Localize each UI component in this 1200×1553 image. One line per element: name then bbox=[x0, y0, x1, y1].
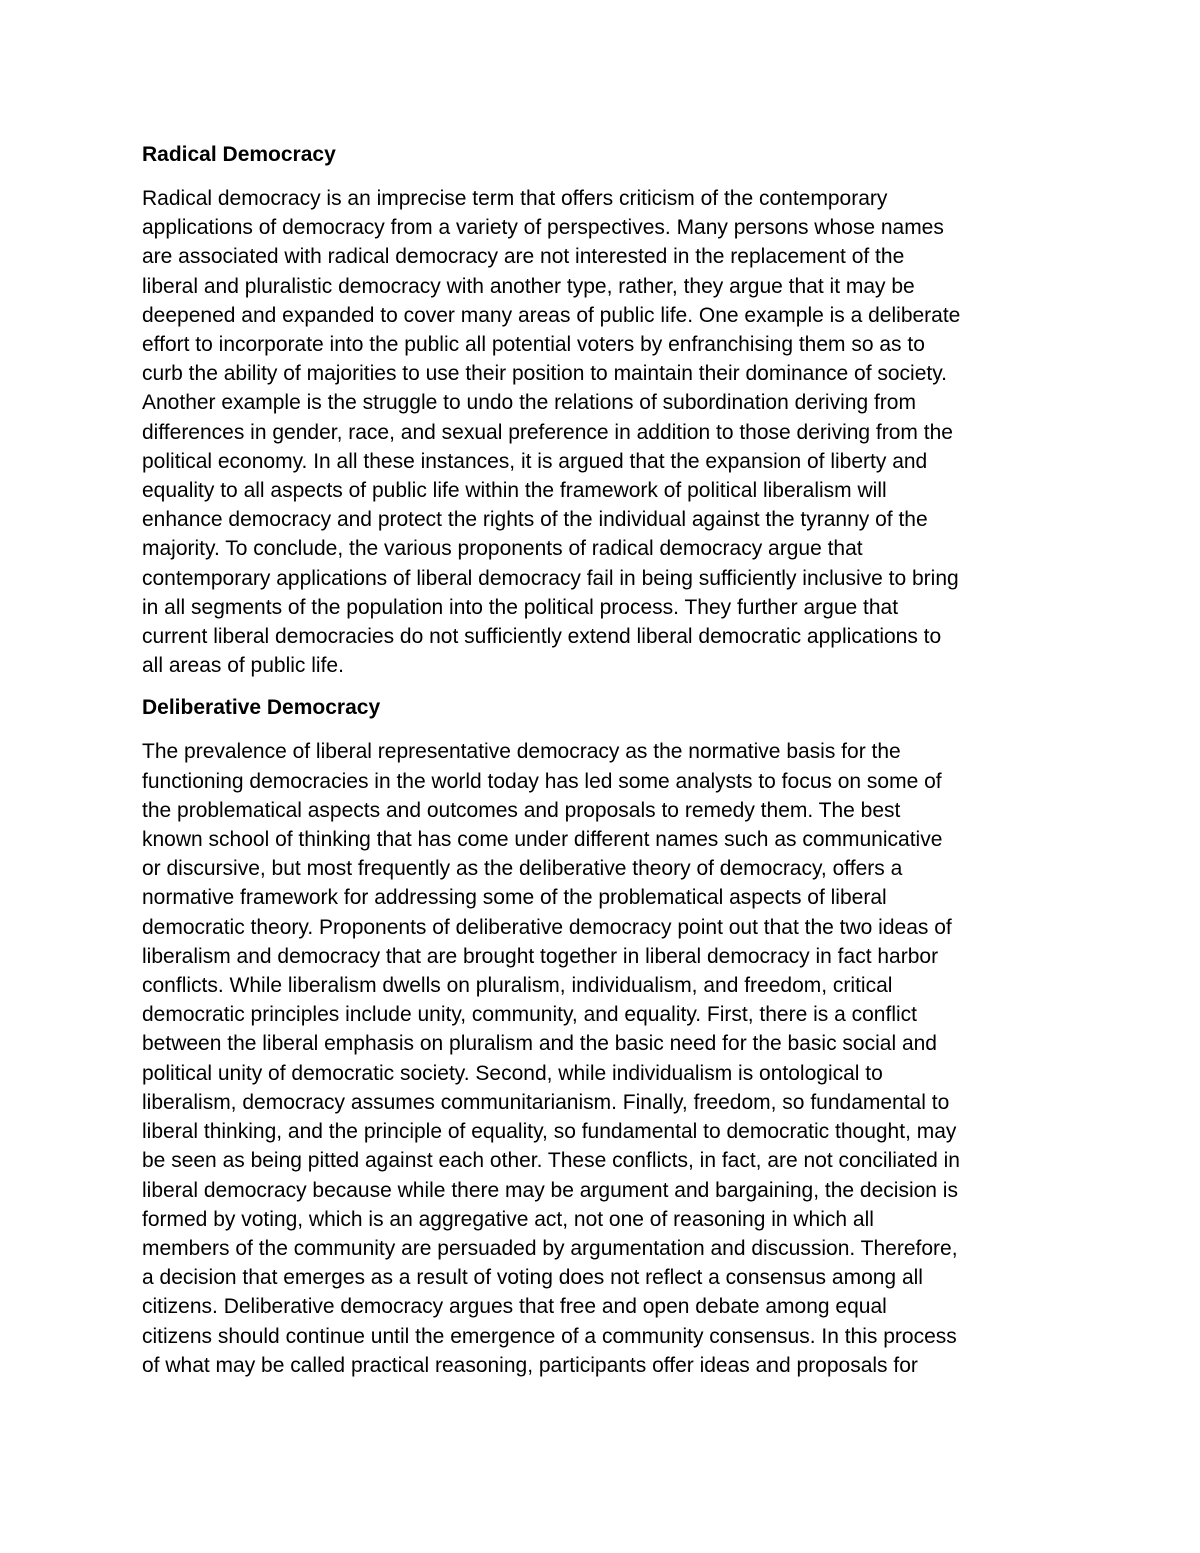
paragraph-line: current liberal democracies do not sufficiently extend liberal democratic applications to bbox=[142, 625, 942, 649]
paragraph-line: The prevalence of liberal representative democracy as the normative basis for the bbox=[142, 740, 901, 764]
paragraph-line: enhance democracy and protect the rights of the individual against the tyranny of the bbox=[142, 508, 928, 532]
paragraph-line: of what may be called practical reasoning, participants offer ideas and proposals for bbox=[142, 1353, 918, 1377]
paragraph-line: deepened and expanded to cover many areas of public life. One example is a deliberate bbox=[142, 303, 961, 327]
section-paragraph bbox=[142, 184, 1072, 680]
paragraph-line: applications of democracy from a variety of perspectives. Many persons whose names bbox=[142, 216, 944, 240]
paragraph-line: all areas of public life. bbox=[142, 654, 344, 678]
paragraph-line: normative framework for addressing some of the problematical aspects of liberal bbox=[142, 886, 887, 910]
paragraph-line: contemporary applications of liberal democracy fail in being sufficiently inclusive to bring bbox=[142, 566, 959, 590]
paragraph-line: the problematical aspects and outcomes and proposals to remedy them. The best bbox=[142, 798, 901, 822]
paragraph-line: are associated with radical democracy are not interested in the replacement of the bbox=[142, 245, 905, 269]
document-page bbox=[142, 140, 1072, 1380]
paragraph-line: democratic principles include unity, community, and equality. First, there is a conflict bbox=[142, 1003, 917, 1027]
section-heading: Deliberative Democracy bbox=[142, 696, 381, 720]
paragraph-line: liberalism and democracy that are brought together in liberal democracy in fact harbor bbox=[142, 944, 939, 968]
paragraph-line: or discursive, but most frequently as the deliberative theory of democracy, offers a bbox=[142, 857, 903, 881]
paragraph-line: equality to all aspects of public life within the framework of political liberalism will bbox=[142, 479, 887, 503]
paragraph-line: conflicts. While liberalism dwells on pluralism, individualism, and freedom, critical bbox=[142, 974, 893, 998]
paragraph-line: liberal and pluralistic democracy with another type, rather, they argue that it may be bbox=[142, 274, 915, 298]
paragraph-line: democratic theory. Proponents of deliberative democracy point out that the two ideas of bbox=[142, 915, 952, 939]
section-deliberative-democracy bbox=[142, 693, 1072, 1379]
paragraph-line: curb the ability of majorities to use their position to maintain their dominance of society. bbox=[142, 362, 948, 386]
paragraph-line: citizens should continue until the emergence of a community consensus. In this process bbox=[142, 1324, 957, 1348]
paragraph-line: known school of thinking that has come under different names such as communicative bbox=[142, 828, 943, 852]
section-paragraph bbox=[142, 737, 1072, 1379]
paragraph-line: political unity of democratic society. Second, while individualism is ontological to bbox=[142, 1061, 883, 1085]
paragraph-line: differences in gender, race, and sexual preference in addition to those deriving from the bbox=[142, 420, 953, 444]
paragraph-line: effort to incorporate into the public all potential voters by enfranchising them so as to bbox=[142, 333, 925, 357]
paragraph-line: Radical democracy is an imprecise term that offers criticism of the contemporary bbox=[142, 187, 888, 210]
paragraph-line: citizens. Deliberative democracy argues that free and open debate among equal bbox=[142, 1295, 887, 1319]
paragraph-line: Another example is the struggle to undo the relations of subordination deriving from bbox=[142, 391, 916, 415]
paragraph-line: political economy. In all these instances, it is argued that the expansion of liberty and bbox=[142, 449, 928, 473]
section-radical-democracy bbox=[142, 140, 1072, 680]
section-heading: Radical Democracy bbox=[142, 143, 336, 166]
paragraph-line: functioning democracies in the world today has led some analysts to focus on some of bbox=[142, 769, 942, 793]
paragraph-line: liberalism, democracy assumes communitarianism. Finally, freedom, so fundamental to bbox=[142, 1090, 950, 1114]
paragraph-line: majority. To conclude, the various proponents of radical democracy argue that bbox=[142, 537, 863, 561]
paragraph-line: in all segments of the population into the political process. They further argue that bbox=[142, 595, 899, 619]
paragraph-line: formed by voting, which is an aggregative act, not one of reasoning in which all bbox=[142, 1207, 874, 1231]
paragraph-line: between the liberal emphasis on pluralism and the basic need for the basic social and bbox=[142, 1032, 937, 1056]
paragraph-line: members of the community are persuaded by argumentation and discussion. Therefore, bbox=[142, 1236, 958, 1260]
paragraph-line: a decision that emerges as a result of voting does not reflect a consensus among all bbox=[142, 1266, 923, 1290]
paragraph-line: be seen as being pitted against each other. These conflicts, in fact, are not conciliated in bbox=[142, 1149, 960, 1173]
paragraph-line: liberal democracy because while there may be argument and bargaining, the decision is bbox=[142, 1178, 958, 1202]
paragraph-line: liberal thinking, and the principle of equality, so fundamental to democratic thought, may bbox=[142, 1120, 957, 1144]
